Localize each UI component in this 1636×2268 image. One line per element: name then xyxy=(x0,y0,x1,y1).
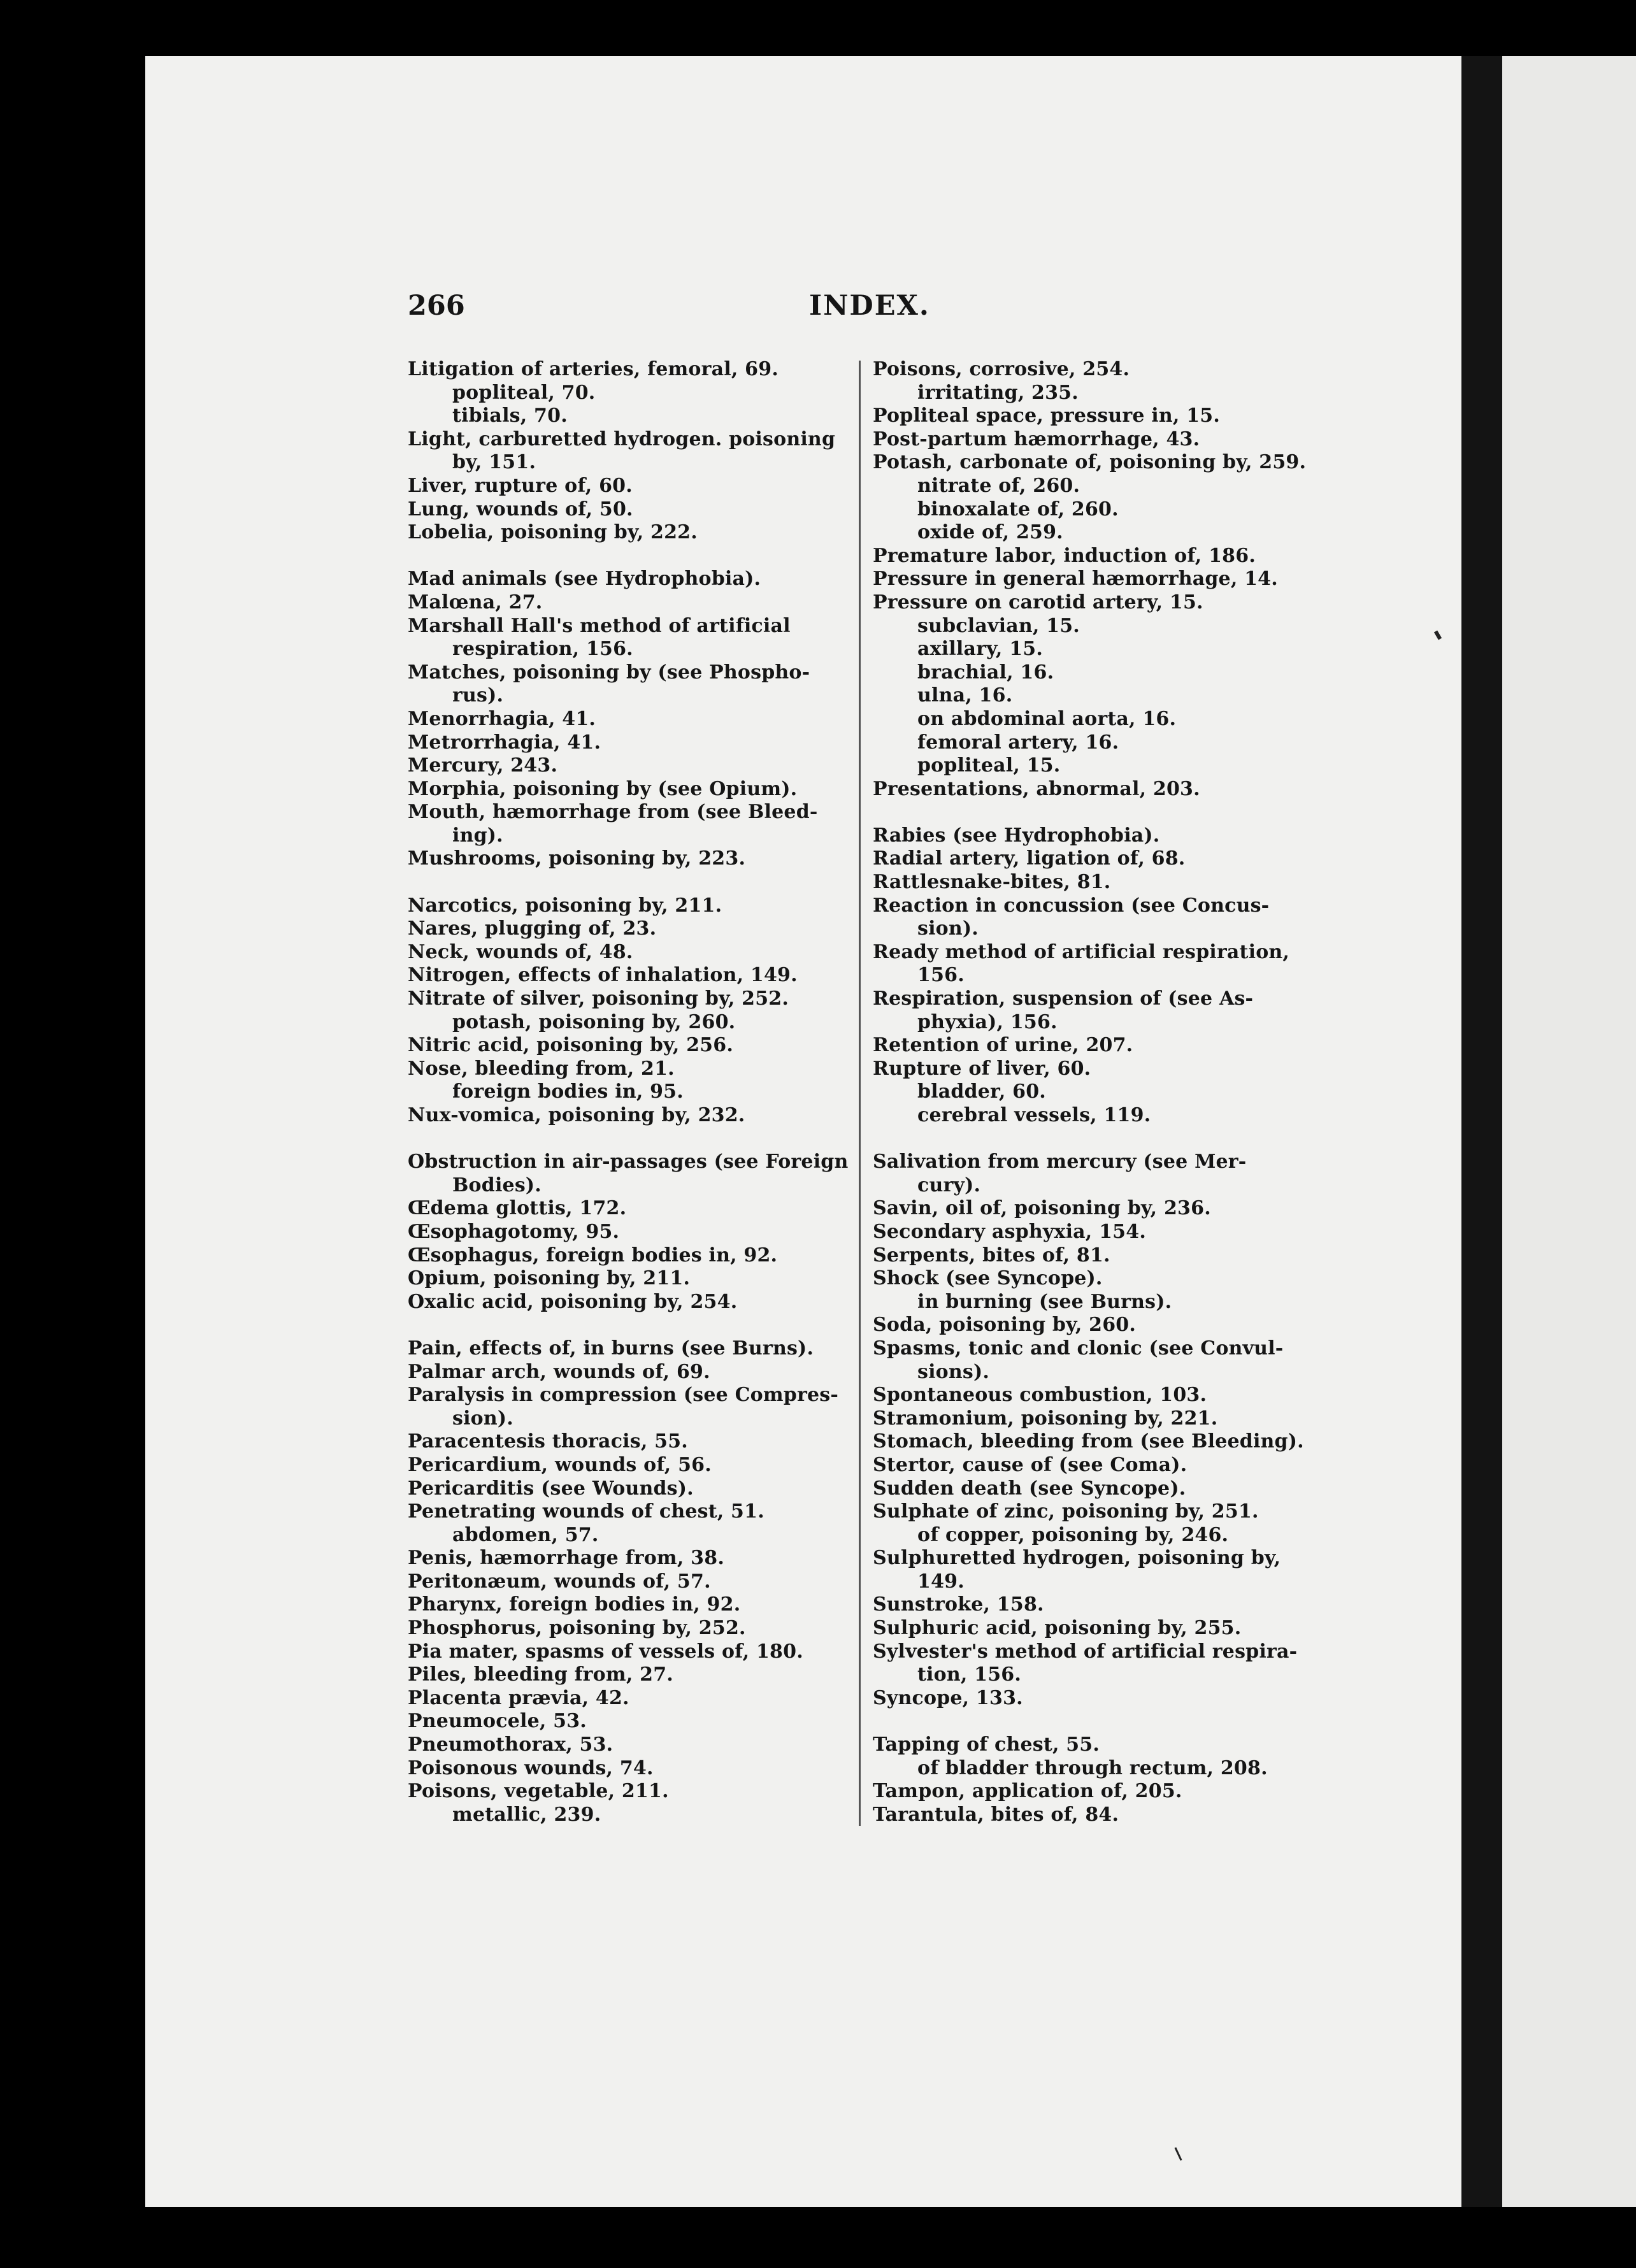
index-entry: Sulphate of zinc, poisoning by, 251. xyxy=(873,1500,1259,1523)
index-entry: Premature labor, induction of, 186. xyxy=(873,544,1256,567)
index-subentry: tion, 156. xyxy=(917,1663,1022,1686)
index-entry: Sudden death (see Syncope). xyxy=(873,1477,1186,1500)
index-entry: Paracentesis thoracis, 55. xyxy=(408,1430,688,1453)
index-entry: Stertor, cause of (see Coma). xyxy=(873,1453,1188,1476)
index-entry: Rabies (see Hydrophobia). xyxy=(873,824,1160,847)
index-entry: Opium, poisoning by, 211. xyxy=(408,1267,691,1290)
index-subentry: foreign bodies in, 95. xyxy=(452,1080,684,1103)
index-entry: Soda, poisoning by, 260. xyxy=(873,1314,1136,1337)
index-entry: Penetrating wounds of chest, 51. xyxy=(408,1500,764,1523)
index-subentry: tibials, 70. xyxy=(452,405,568,427)
index-entry: Mercury, 243. xyxy=(408,754,558,777)
index-entry: Mushrooms, poisoning by, 223. xyxy=(408,847,746,870)
index-subentry: metallic, 239. xyxy=(452,1803,601,1826)
index-subentry: sion). xyxy=(917,917,979,940)
index-entry: Tarantula, bites of, 84. xyxy=(873,1803,1119,1826)
index-subentry: bladder, 60. xyxy=(917,1080,1046,1103)
index-column-left xyxy=(408,358,849,1827)
index-entry: Sulphuretted hydrogen, poisoning by, xyxy=(873,1547,1281,1570)
index-subentry: rus). xyxy=(452,684,504,707)
index-entry: Salivation from mercury (see Mer- xyxy=(873,1151,1247,1173)
index-subentry: popliteal, 70. xyxy=(452,381,596,404)
index-entry: Pericardium, wounds of, 56. xyxy=(408,1453,712,1476)
index-entry: Peritonæum, wounds of, 57. xyxy=(408,1570,711,1593)
index-entry: Nux-vomica, poisoning by, 232. xyxy=(408,1104,745,1126)
index-entry: Pia mater, spasms of vessels of, 180. xyxy=(408,1640,803,1663)
index-entry: Menorrhagia, 41. xyxy=(408,707,596,730)
index-entry: Reaction in concussion (see Concus- xyxy=(873,894,1270,917)
index-subentry: on abdominal aorta, 16. xyxy=(917,707,1177,730)
index-subentry: 149. xyxy=(917,1570,965,1593)
index-entry: Radial artery, ligation of, 68. xyxy=(873,847,1186,870)
index-entry: Pain, effects of, in burns (see Burns). xyxy=(408,1337,814,1360)
index-entry: Sunstroke, 158. xyxy=(873,1593,1044,1616)
index-subentry: binoxalate of, 260. xyxy=(917,498,1119,520)
index-entry: Lobelia, poisoning by, 222. xyxy=(408,521,698,544)
index-subentry: sion). xyxy=(452,1407,513,1430)
index-entry: Pneumocele, 53. xyxy=(408,1710,587,1733)
index-entry: Pericarditis (see Wounds). xyxy=(408,1477,694,1500)
index-entry: Phosphorus, poisoning by, 252. xyxy=(408,1617,746,1640)
section-gap xyxy=(873,1128,1306,1151)
index-entry: Post-partum hæmorrhage, 43. xyxy=(873,427,1200,450)
index-entry: Obstruction in air-passages (see Foreign xyxy=(408,1151,849,1173)
page-number: 266 xyxy=(408,290,465,322)
index-entry: Liver, rupture of, 60. xyxy=(408,474,633,497)
page-title: INDEX. xyxy=(809,290,930,322)
index-entry: Stomach, bleeding from (see Bleeding). xyxy=(873,1430,1304,1453)
index-entry: Respiration, suspension of (see As- xyxy=(873,987,1254,1010)
index-entry: Rattlesnake-bites, 81. xyxy=(873,871,1111,894)
index-entry: Pressure on carotid artery, 15. xyxy=(873,591,1203,614)
index-subentry: potash, poisoning by, 260. xyxy=(452,1010,736,1033)
index-entry: Spasms, tonic and clonic (see Convul- xyxy=(873,1337,1284,1360)
index-subentry: brachial, 16. xyxy=(917,661,1054,684)
index-entry: Pharynx, foreign bodies in, 92. xyxy=(408,1593,741,1616)
index-entry: Syncope, 133. xyxy=(873,1686,1023,1709)
index-column-right xyxy=(873,358,1306,1827)
index-entry: Poisonous wounds, 74. xyxy=(408,1756,654,1779)
index-subentry: of copper, poisoning by, 246. xyxy=(917,1523,1229,1546)
index-entry: Ready method of artificial respiration, xyxy=(873,940,1290,963)
section-gap xyxy=(873,801,1306,824)
section-gap xyxy=(873,1710,1306,1733)
index-subentry: nitrate of, 260. xyxy=(917,474,1080,497)
index-entry: Light, carburetted hydrogen. poisoning xyxy=(408,427,836,450)
index-entry: Litigation of arteries, femoral, 69. xyxy=(408,358,779,380)
index-entry: Mouth, hæmorrhage from (see Bleed- xyxy=(408,801,818,824)
index-subentry: in burning (see Burns). xyxy=(917,1290,1172,1313)
index-entry: Presentations, abnormal, 203. xyxy=(873,777,1200,800)
index-subentry: irritating, 235. xyxy=(917,381,1079,404)
index-entry: Morphia, poisoning by (see Opium). xyxy=(408,777,798,800)
index-entry: Nitrate of silver, poisoning by, 252. xyxy=(408,987,789,1010)
index-entry: Œdema glottis, 172. xyxy=(408,1197,627,1220)
page-header xyxy=(408,290,930,328)
index-entry: Paralysis in compression (see Compres- xyxy=(408,1384,839,1407)
index-entry: Tapping of chest, 55. xyxy=(873,1733,1100,1756)
index-subentry: ing). xyxy=(452,824,503,847)
index-entry: Matches, poisoning by (see Phospho- xyxy=(408,661,810,684)
index-entry: Marshall Hall's method of artificial xyxy=(408,614,791,637)
index-entry: Sulphuric acid, poisoning by, 255. xyxy=(873,1617,1242,1640)
index-entry: Rupture of liver, 60. xyxy=(873,1057,1091,1080)
index-entry: Sylvester's method of artificial respira- xyxy=(873,1640,1298,1663)
index-entry: Popliteal space, pressure in, 15. xyxy=(873,405,1220,427)
index-subentry: phyxia), 156. xyxy=(917,1010,1058,1033)
index-entry: Narcotics, poisoning by, 211. xyxy=(408,894,722,917)
index-entry: Pressure in general hæmorrhage, 14. xyxy=(873,568,1278,591)
index-entry: Mad animals (see Hydrophobia). xyxy=(408,568,761,591)
section-gap xyxy=(408,1314,841,1337)
index-subentry: respiration, 156. xyxy=(452,638,633,661)
index-entry: Poisons, vegetable, 211. xyxy=(408,1780,669,1803)
index-entry: Spontaneous combustion, 103. xyxy=(873,1384,1207,1407)
index-entry: Nitric acid, poisoning by, 256. xyxy=(408,1034,733,1057)
index-subentry: ulna, 16. xyxy=(917,684,1013,707)
index-entry: Penis, hæmorrhage from, 38. xyxy=(408,1547,724,1570)
facing-page-edge xyxy=(1502,56,1636,2207)
index-entry: Nitrogen, effects of inhalation, 149. xyxy=(408,964,798,987)
index-entry: Potash, carbonate of, poisoning by, 259. xyxy=(873,451,1307,474)
index-entry: Palmar arch, wounds of, 69. xyxy=(408,1360,710,1383)
index-subentry: 156. xyxy=(917,964,965,987)
index-entry: Tampon, application of, 205. xyxy=(873,1780,1182,1803)
index-subentry: cerebral vessels, 119. xyxy=(917,1104,1151,1126)
index-entry: Retention of urine, 207. xyxy=(873,1034,1133,1057)
index-entry: Serpents, bites of, 81. xyxy=(873,1244,1110,1267)
section-gap xyxy=(408,545,841,568)
book-gutter xyxy=(1461,56,1502,2207)
index-entry: Malœna, 27. xyxy=(408,591,543,614)
index-subentry: femoral artery, 16. xyxy=(917,731,1119,754)
index-entry: Pneumothorax, 53. xyxy=(408,1733,614,1756)
index-subentry: cury). xyxy=(917,1173,981,1196)
section-gap xyxy=(408,871,841,894)
index-subentry: sions). xyxy=(917,1360,990,1383)
section-gap xyxy=(408,1128,841,1151)
index-subentry: popliteal, 15. xyxy=(917,754,1061,777)
index-entry: Secondary asphyxia, 154. xyxy=(873,1220,1146,1243)
index-entry: Œsophagus, foreign bodies in, 92. xyxy=(408,1244,778,1267)
index-entry: Œsophagotomy, 95. xyxy=(408,1220,620,1243)
index-subentry: subclavian, 15. xyxy=(917,614,1080,637)
column-divider xyxy=(859,361,861,1826)
index-subentry: of bladder through rectum, 208. xyxy=(917,1756,1268,1779)
index-subentry: abdomen, 57. xyxy=(452,1523,599,1546)
index-entry: Stramonium, poisoning by, 221. xyxy=(873,1407,1218,1430)
index-entry: Piles, bleeding from, 27. xyxy=(408,1663,673,1686)
index-entry: Placenta prævia, 42. xyxy=(408,1686,629,1709)
index-subentry: axillary, 15. xyxy=(917,638,1043,661)
index-subentry: Bodies). xyxy=(452,1173,542,1196)
index-entry: Nares, plugging of, 23. xyxy=(408,917,657,940)
index-entry: Poisons, corrosive, 254. xyxy=(873,358,1130,380)
index-subentry: oxide of, 259. xyxy=(917,521,1063,544)
index-entry: Neck, wounds of, 48. xyxy=(408,940,633,963)
index-subentry: by, 151. xyxy=(452,451,536,474)
index-entry: Metrorrhagia, 41. xyxy=(408,731,601,754)
index-entry: Savin, oil of, poisoning by, 236. xyxy=(873,1197,1211,1220)
index-entry: Lung, wounds of, 50. xyxy=(408,498,633,520)
index-entry: Shock (see Syncope). xyxy=(873,1267,1103,1290)
index-entry: Oxalic acid, poisoning by, 254. xyxy=(408,1290,738,1313)
index-entry: Nose, bleeding from, 21. xyxy=(408,1057,675,1080)
